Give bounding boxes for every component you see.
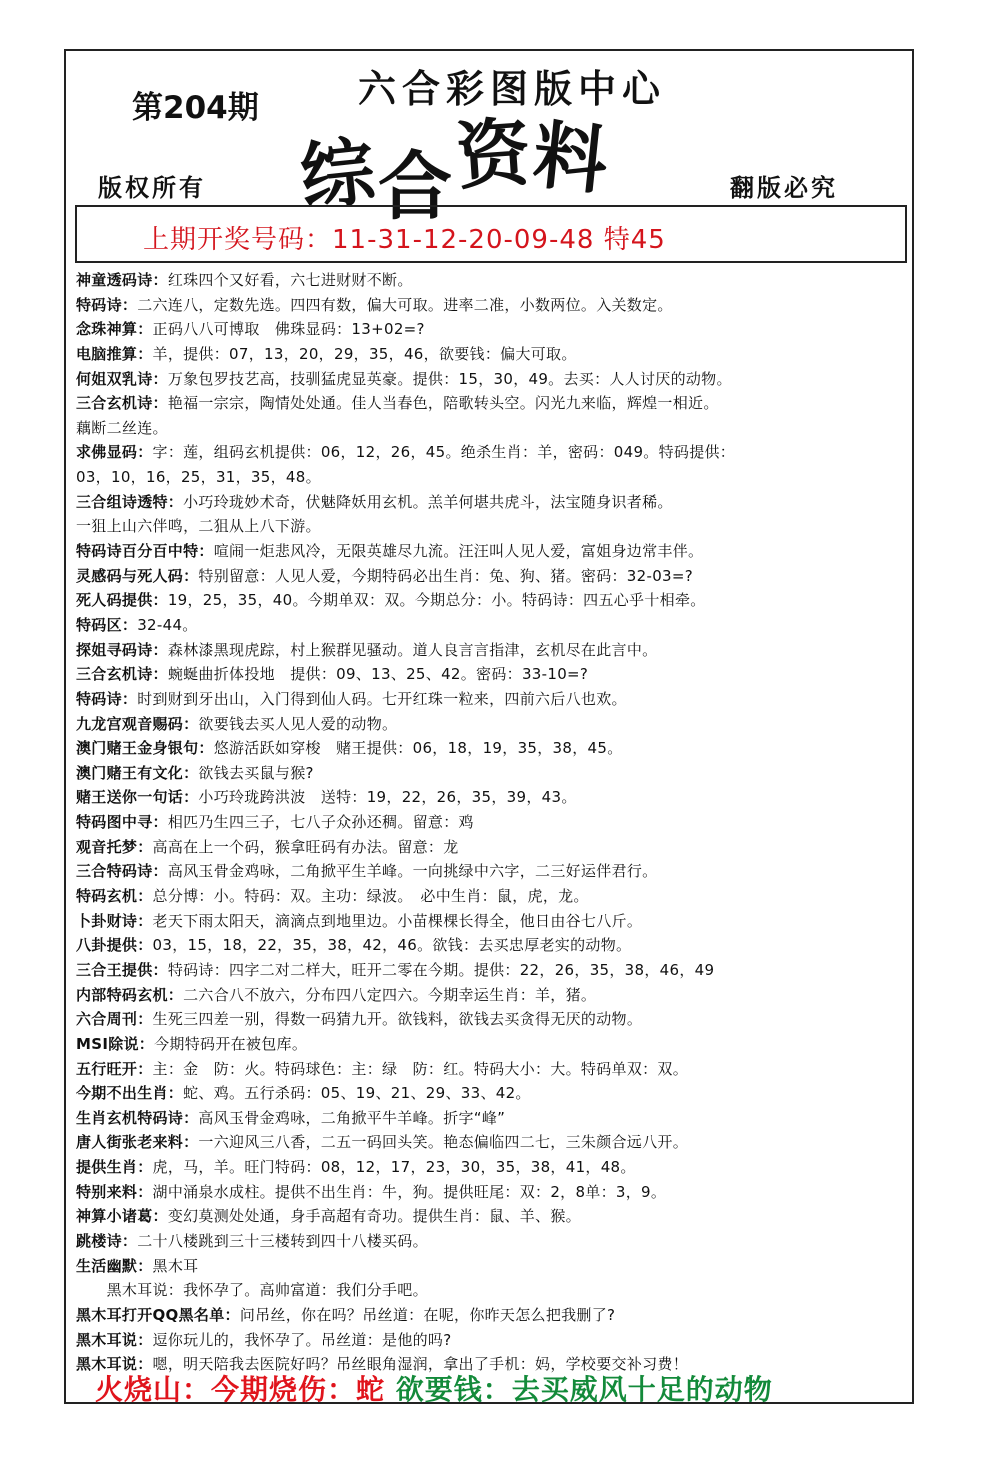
content-line [76,1007,912,1032]
content-line [76,1229,912,1254]
line-text: 03，10，16，25，31，35，48。 [76,468,321,487]
copyright-right: 翻版必究 [730,174,838,202]
line-label: 三合组诗透特： [76,492,184,511]
line-text: 问吊丝，你在吗？吊丝道：在呢，你昨天怎么把我删了? [239,1305,616,1324]
line-text: 小巧玲珑跨洪波 送特：19，22，26，35，39，43。 [198,788,577,807]
line-label: 灵感码与死人码： [76,566,199,585]
content-line [76,293,912,318]
line-label: 生活幽默： [76,1256,153,1275]
content-line [76,391,912,416]
content-line [76,268,912,293]
content-line [76,1204,912,1229]
line-label: 唐人街张老来料： [76,1133,199,1152]
line-text: 欲要钱去买人见人爱的动物。 [198,714,398,733]
line-label: 九龙宫观音赐码： [76,714,199,733]
line-text: 蛇、鸡。五行杀码：05、19、21、29、33、42。 [183,1084,531,1103]
line-text: 湖中涌泉水成柱。提供不出生肖：牛，狗。提供旺尾：双：2，8单：3，9。 [152,1182,667,1201]
content-line [76,761,912,786]
line-label: 澳门赌王有文化： [76,763,199,782]
line-label: 念珠神算： [76,320,153,339]
content-line [76,909,912,934]
copyright-left: 版权所有 [98,174,206,202]
big-title-char: 资 [453,109,538,201]
line-text: 高风玉骨金鸡咏，二角掀平牛羊峰。折字“峰” [198,1108,506,1127]
line-label: 五行旺开： [76,1059,153,1078]
content-line [76,564,912,589]
line-text: 正码八八可博取 佛珠显码：13+02=? [152,320,425,339]
content-line [76,859,912,884]
line-label: 三合特码诗： [76,862,168,881]
line-label: 电脑推算： [76,344,153,363]
line-label: 神算小诸葛： [76,1207,168,1226]
content-line [76,712,912,737]
content-line [76,317,912,342]
line-label: 特码玄机： [76,887,153,906]
line-text: 羊，提供：07，13，20，29，35，46，欲要钱：偏大可取。 [152,344,577,363]
content-line [76,367,912,392]
line-text: 二十八楼跳到三十三楼转到四十八楼买码。 [137,1231,428,1250]
line-text: 一狙上山六伴鸣，二狙从上八下游。 [76,517,321,536]
content-line [76,1254,912,1279]
content-line [76,662,912,687]
content-line [76,835,912,860]
line-label: 特码诗百分百中特： [76,542,214,561]
line-text: 虎，马，羊。旺门特码：08，12，17，23，30，35，38，41，48。 [152,1158,636,1177]
line-text: 特码诗：四字二对二样大，旺开二零在今期。提供：22，26，35，38，46，49 [167,960,715,979]
line-text: 二六合八不放六，分布四八定四六。今期幸运生肖：羊，猪。 [183,985,597,1004]
line-label: 今期不出生肖： [76,1084,184,1103]
line-text: 嗯，明天陪我去医院好吗？吊丝眼角湿润，拿出了手机：妈，学校要交补习费！ [152,1355,689,1374]
line-label: 三合玄机诗： [76,665,168,684]
line-text: 生死三四差一别，得数一码猜九开。欲钱料，欲钱去买贪得无厌的动物。 [152,1010,643,1029]
line-text: 高高在上一个码，猴拿旺码有办法。留意：龙 [152,837,459,856]
content-line [76,687,912,712]
footer-banner [95,1368,773,1408]
content-line [76,884,912,909]
big-title-char: 料 [529,112,616,206]
line-text: 19，25，35，40。今期单双：双。今期总分：小。特码诗：四五心乎十相牵。 [167,591,706,610]
line-label: 黑木耳打开QQ黑名单： [76,1305,240,1324]
line-text: 森林漆黑现虎踪，村上猴群见骚动。道人良言言指津，玄机尽在此言中。 [167,640,658,659]
line-label: 特码诗： [76,295,138,314]
content-line [76,342,912,367]
line-label: 赌王送你一句话： [76,788,199,807]
line-text: 万象包罗技艺高，技驯猛虎显英豪。提供：15，30，49。去买：人人讨厌的动物。 [167,369,732,388]
line-text: 艳福一宗宗，陶情处处通。佳人当春色，陪歌转头空。闪光九来临，辉煌一相近。 [167,394,719,413]
line-text: 特别留意：人见人爱，今期特码必出生肖：兔、狗、猪。密码：32-03=? [198,566,694,585]
line-label: 内部特码玄机： [76,985,184,1004]
content-line [76,958,912,983]
content-line [76,1106,912,1131]
content-line [76,416,912,441]
line-text: 逗你玩儿的，我怀孕了。吊丝道：是他的吗? [152,1330,452,1349]
content-lines [76,268,912,1377]
line-label: 黑木耳说： [76,1330,153,1349]
content-line [76,736,912,761]
content-line [76,514,912,539]
line-text: 欲钱去买鼠与猴? [198,763,314,782]
last-result-text [143,219,666,256]
line-label: 特码诗： [76,689,138,708]
footer-green-text: 欲要钱：去买威风十足的动物 [395,1373,773,1406]
line-label: 死人码提供： [76,591,168,610]
line-text: 总分博：小。特码：双。主功：绿波。 必中生肖：鼠，虎，龙。 [152,887,589,906]
line-label: 探姐寻码诗： [76,640,168,659]
line-text: 藕断二丝连。 [76,418,168,437]
center-title: 六合彩图版中心 [358,67,667,111]
big-title-char: 合 [378,144,456,230]
line-text: 黑木耳 [152,1256,199,1275]
line-text: 今期特码开在被包库。 [154,1034,308,1053]
content-line [76,588,912,613]
line-label: 三合王提供： [76,960,168,979]
content-line [76,638,912,663]
line-label: 生肖玄机特码诗： [76,1108,199,1127]
content-line [76,1180,912,1205]
content-line [76,1057,912,1082]
line-label: 澳门赌王金身银句： [76,739,214,758]
content-line [76,933,912,958]
line-label: 三合玄机诗： [76,394,168,413]
last-result-box [75,205,907,263]
content-line [76,983,912,1008]
content-line [76,490,912,515]
line-text: 主：金 防：火。特码球色：主：绿 防：红。特码大小：大。特码单双：双。 [152,1059,689,1078]
footer-red-text: 火烧山：今期烧伤：蛇 [95,1373,386,1406]
content-line [76,539,912,564]
content-line [76,1032,912,1057]
line-text: 变幻莫测处处通，身手高超有奇功。提供生肖：鼠、羊、猴。 [167,1207,581,1226]
content-line [76,1130,912,1155]
content-line [76,785,912,810]
content-line [76,1278,912,1303]
line-label: 跳楼诗： [76,1231,138,1250]
content-line [76,440,912,465]
line-text: 时到财到牙出山，入门得到仙人码。七开红珠一粒来，四前六后八也欢。 [137,689,627,708]
line-text: 蜿蜒曲折体投地 提供：09、13、25、42。密码：33-10=? [167,665,589,684]
content-line [76,1081,912,1106]
line-text: 红珠四个又好看，六七进财财不断。 [167,271,413,289]
content-line [76,465,912,490]
line-label: MSI除说： [76,1034,155,1053]
line-text: 字：莲，组码玄机提供：06，12，26，45。绝杀生肖：羊，密码：049。特码提供： [152,443,736,462]
content-line [76,1155,912,1180]
line-text: 32-44。 [137,615,198,634]
line-label: 神童透码诗： [76,271,168,289]
line-text: 二六连八，定数先选。四四有数，偏大可取。进率二准，小数两位。入关数定。 [137,295,673,314]
line-text: 老天下雨太阳天，滴滴点到地里边。小苗棵棵长得全，他日由谷七八斤。 [152,911,643,930]
line-label: 何姐双乳诗： [76,369,168,388]
line-label: 特码图中寻： [76,813,168,832]
last-result-special: 特45 [603,225,666,255]
last-result-numbers: 11-31-12-20-09-48 [332,225,595,255]
content-line [76,810,912,835]
content-line [76,1328,912,1353]
line-text: 喧闹一炬悲风冷，无限英雄尽九流。汪汪叫人见人爱，富姐身边常丰伴。 [213,542,704,561]
line-text: 悠游活跃如穿梭 赌王提供：06，18，19，35，38，45。 [213,739,623,758]
line-label: 卜卦财诗： [76,911,153,930]
line-label: 特别来料： [76,1182,153,1201]
content-line [76,613,912,638]
line-label: 特码区： [76,615,138,634]
line-text: 高风玉骨金鸡咏，二角掀平生羊峰。一向挑绿中六字，二三好运伴君行。 [167,862,658,881]
line-label: 六合周刊： [76,1010,153,1029]
line-text: 黑木耳说：我怀孕了。高帅富道：我们分手吧。 [76,1281,428,1300]
issue-number: 第204期 [132,90,259,126]
line-text: 03，15，18，22，35，38，42，46。欲钱：去买忠厚老实的动物。 [152,936,632,955]
line-label: 求佛显码： [76,443,153,462]
line-text: 小巧玲珑妙术奇，伏魅降妖用玄机。羔羊何堪共虎斗，法宝随身识者稀。 [183,492,673,511]
line-label: 提供生肖： [76,1158,153,1177]
last-result-label: 上期开奖号码： [143,225,333,255]
content-line [76,1303,912,1328]
line-label: 观音托梦： [76,837,153,856]
line-text: 一六迎风三八香，二五一码回头笑。艳态偏临四二七，三朱颜合远八开。 [198,1133,689,1152]
line-label: 八卦提供： [76,936,153,955]
line-text: 相匹乃生四三子，七八子众孙还稠。留意：鸡 [167,813,474,832]
big-title-char: 综 [296,128,383,222]
line-label: 黑木耳说： [76,1355,153,1374]
